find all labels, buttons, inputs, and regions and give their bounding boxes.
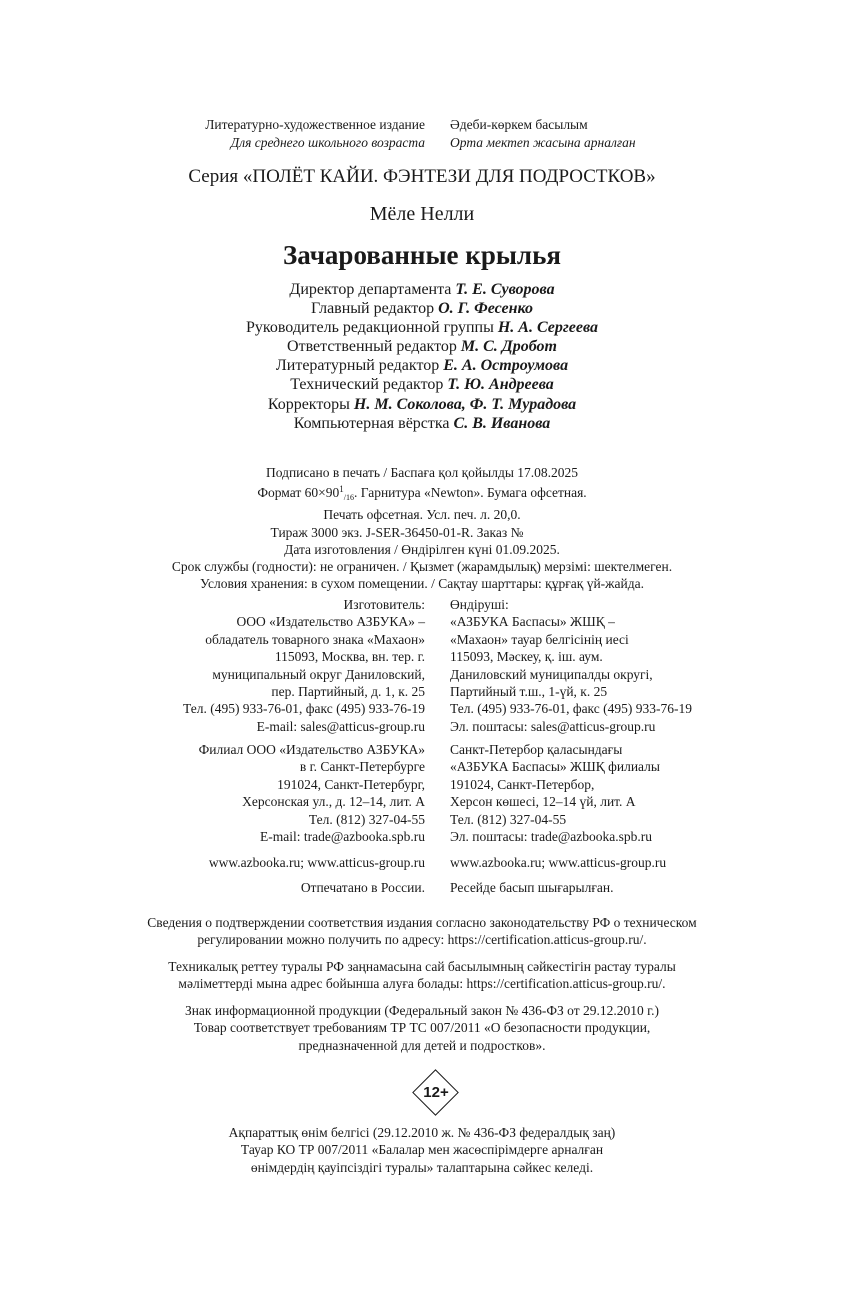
branch-line: Филиал ООО «Издательство АЗБУКА» — [198, 742, 425, 757]
staff-role: Главный редактор — [311, 300, 435, 318]
manufacturer-line: 115093, Москва, вн. тер. г. — [274, 649, 425, 665]
printed-in-ru: Отпечатано в России. — [300, 880, 425, 895]
format-line — [0, 481, 844, 506]
notice-line: Сведения о подтверждении соответствия издания согласно законодательству РФ о техническом — [147, 915, 697, 930]
branch-line: Херсон көшесі, 12–14 үй, лит. А — [450, 794, 636, 810]
info-product-ru — [0, 1002, 844, 1054]
staff-name: О. Г. Фесенко — [438, 300, 533, 318]
info-product-kz — [0, 1124, 844, 1176]
format-sup: 1 — [339, 484, 344, 495]
staff-role: Технический редактор — [290, 376, 444, 394]
staff-row — [0, 395, 844, 414]
manufacturer-email[interactable]: Эл. поштасы: sales@atticus-group.ru — [450, 718, 656, 734]
author-name: Мёле Нелли — [369, 203, 475, 225]
staff-row — [0, 414, 844, 433]
edition-type-ru: Литературно-художественное издание — [205, 117, 425, 132]
age-group-ru: Для среднего школьного возраста — [230, 135, 425, 150]
manufacturer-line: пер. Партийный, д. 1, к. 25 — [271, 684, 425, 700]
staff-name: Т. Ю. Андреева — [447, 376, 554, 394]
branch-email[interactable]: E-mail: trade@azbooka.spb.ru — [260, 829, 425, 845]
staff-row — [0, 318, 844, 337]
branch-line: Тел. (812) 327-04-55 — [450, 811, 567, 827]
staff-role: Корректоры — [267, 395, 350, 413]
notice-line: Ақпараттық өнім белгісі (29.12.2010 ж. № 436-ФЗ федералдық заң) — [228, 1125, 616, 1140]
staff-name: М. С. Дробот — [460, 338, 557, 356]
manufacturer-line: муниципальный округ Даниловский, — [212, 666, 425, 682]
branch-kz — [450, 741, 660, 845]
print-info: Печать офсетная. Усл. печ. л. 20,0. — [323, 507, 521, 523]
format-pre: Формат 60×90 — [257, 485, 340, 501]
staff-list — [0, 280, 844, 433]
branch-line: Херсонская ул., д. 12–14, лит. А — [242, 794, 425, 810]
branch-line: 191024, Санкт-Петербург, — [277, 776, 425, 792]
notice-line: өнімдердің қауіпсіздігі туралы» талаптарына сәйкес келеді. — [250, 1159, 594, 1175]
service-life: Срок службы (годности): не ограничен. / Қызмет (жарамдылық) мерзімі: шектелмеген. — [171, 559, 673, 575]
notice-line: Техникалық реттеу туралы РФ заңнамасына сай басылымның сәйкестігін растау туралы — [168, 959, 676, 974]
staff-role: Директор департамента — [289, 281, 452, 298]
branch-line: Санкт-Петербор қаласындағы — [450, 742, 623, 757]
manufacturer-line: Изготовитель: — [343, 597, 425, 612]
staff-name: Е. А. Остроумова — [443, 357, 569, 375]
staff-role: Литературный редактор — [275, 357, 440, 375]
age-rating-text: 12+ — [423, 1084, 449, 1101]
staff-row — [0, 356, 844, 375]
branch-email[interactable]: Эл. поштасы: trade@azbooka.spb.ru — [450, 829, 652, 845]
imprint-block — [0, 464, 844, 592]
manufacture-date: Дата изготовления / Өндірілген күні 01.09.2025. — [284, 541, 560, 557]
notice-line: предназначенной для детей и подростков». — [298, 1037, 546, 1053]
run-info: Тираж 3000 экз. J-SER-36450-01-R. Заказ № — [270, 524, 524, 540]
manufacturer-line: Даниловский муниципалды округі, — [450, 666, 653, 682]
manufacturer-line: Тел. (495) 933-76-01, факс (495) 933-76-19 — [182, 701, 425, 717]
manufacturer-line: «АЗБУКА Баспасы» ЖШҚ – — [450, 614, 615, 630]
manufacturer-line: Партийный т.ш., 1-үй, к. 25 — [450, 684, 608, 700]
manufacturer-line: обладатель товарного знака «Махаон» — [205, 631, 425, 647]
signed-date: Подписано в печать / Баспаға қол қойылды 17.08.2025 — [265, 465, 579, 480]
book-title: Зачарованные крылья — [283, 240, 561, 270]
staff-name: Т. Е. Суворова — [455, 281, 555, 298]
manufacturer-kz — [450, 596, 692, 735]
staff-role: Руководитель редакционной группы — [245, 319, 494, 337]
series-title: Серия «ПОЛЁТ КАЙИ. ФЭНТЕЗИ ДЛЯ ПОДРОСТКОВ» — [188, 166, 656, 187]
staff-row — [0, 337, 844, 356]
staff-name: Н. М. Соколова, Ф. Т. Мурадова — [353, 395, 577, 413]
branch-ru — [199, 741, 425, 845]
branch-line: «АЗБУКА Баспасы» ЖШҚ филиалы — [450, 759, 660, 775]
notice-line: Товар соответствует требованиям ТР ТС 007/2011 «О безопасности продукции, — [193, 1020, 651, 1036]
staff-row — [0, 299, 844, 318]
certification-kz — [0, 958, 844, 993]
staff-row — [0, 280, 844, 299]
manufacturer-line: ООО «Издательство АЗБУКА» – — [236, 614, 425, 630]
manufacturer-line: Тел. (495) 933-76-01, факс (495) 933-76-19 — [450, 701, 693, 717]
notice-line: Тауар КО ТР 007/2011 «Балалар мен жасөспірімдерге арналған — [240, 1142, 604, 1158]
branch-line: Тел. (812) 327-04-55 — [308, 811, 425, 827]
age-group-kz: Орта мектеп жасына арналған — [450, 135, 636, 150]
notice-line: регулировании можно получить по адресу: https://certification.atticus-group.ru/. — [197, 932, 647, 948]
storage-conditions: Условия хранения: в сухом помещении. / Сақтау шарттары: құрғақ үй-жайда. — [200, 576, 644, 592]
website-ru[interactable]: www.azbooka.ru; www.atticus-group.ru — [208, 855, 425, 870]
staff-role: Ответственный редактор — [287, 338, 457, 356]
notice-line: мәліметтерді мына адрес бойынша алуға болады: https://certification.atticus-group.ru/. — [178, 976, 666, 992]
branch-line: в г. Санкт-Петербурге — [299, 759, 425, 775]
staff-name: С. В. Иванова — [453, 414, 551, 432]
format-sub: /16 — [343, 493, 354, 503]
manufacturer-line: 115093, Мәскеу, қ. іш. аум. — [450, 649, 603, 665]
website-kz[interactable]: www.azbooka.ru; www.atticus-group.ru — [450, 855, 667, 870]
manufacturer-email[interactable]: E-mail: sales@atticus-group.ru — [256, 718, 425, 734]
manufacturer-line: Өндіруші: — [450, 597, 509, 612]
notice-line: Знак информационной продукции (Федеральный закон № 436-ФЗ от 29.12.2010 г.) — [184, 1003, 660, 1018]
age-rating-badge — [411, 1068, 461, 1118]
branch-line: 191024, Санкт-Петербор, — [450, 776, 595, 792]
staff-row — [0, 375, 844, 394]
manufacturer-ru — [183, 596, 425, 735]
manufacturer-line: «Махаон» тауар белгісінің иесі — [450, 631, 629, 647]
edition-type-kz: Әдеби-көркем басылым — [450, 117, 588, 132]
staff-name: Н. А. Сергеева — [497, 319, 599, 337]
printed-in-kz: Ресейде басып шығарылған. — [450, 880, 614, 895]
format-post: . Гарнитура «Newton». Бумага офсетная. — [354, 485, 587, 501]
certification-ru — [0, 914, 844, 949]
staff-role: Компьютерная вёрстка — [293, 414, 450, 432]
